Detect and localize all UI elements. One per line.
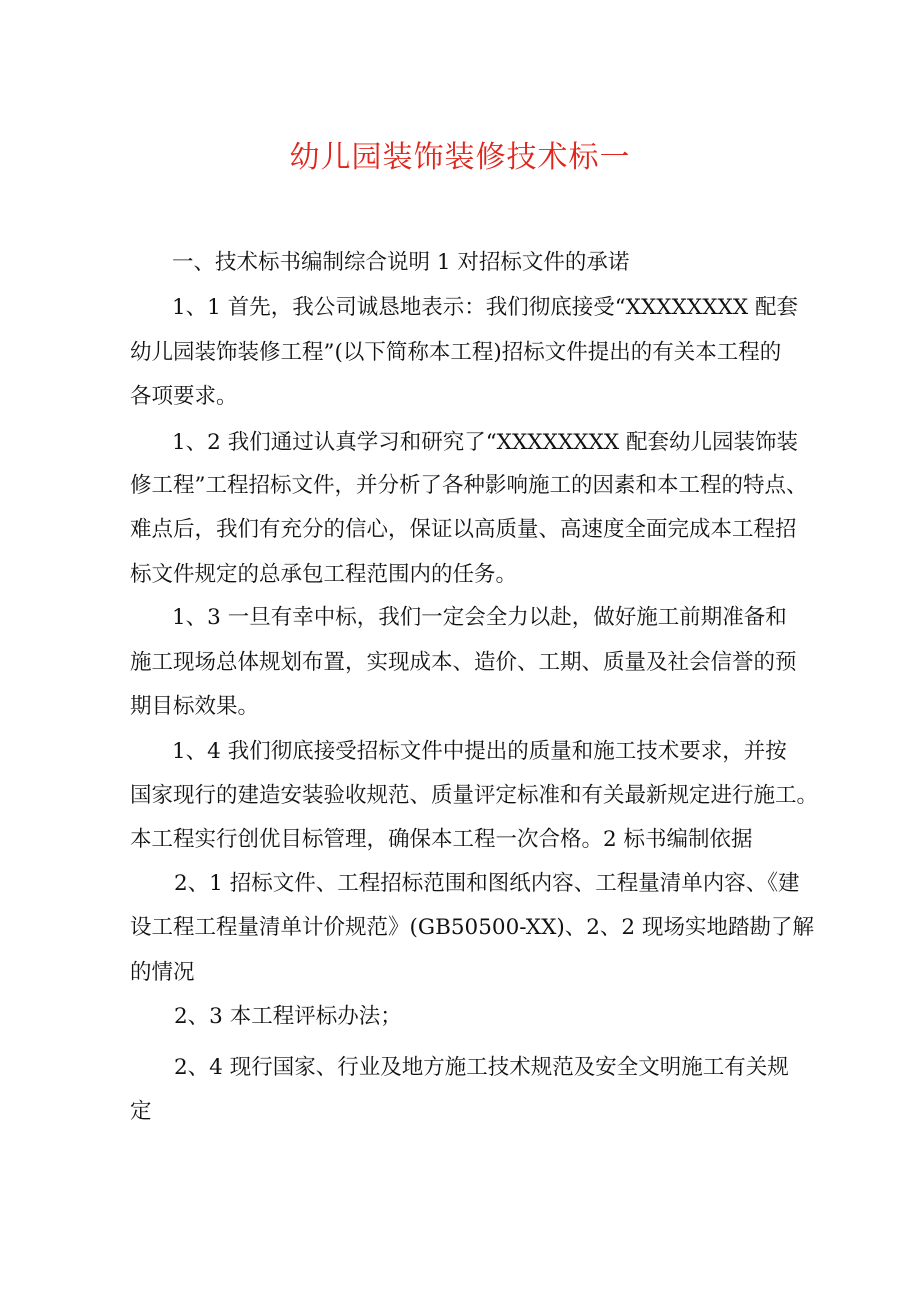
text-line: 定 xyxy=(130,1099,152,1124)
text-line: 1、1 首先，我公司诚恳地表示：我们彻底接受“XXXXXXXX 配套 xyxy=(172,295,798,320)
text-line: 幼儿园装饰装修工程”(以下简称本工程)招标文件提出的有关本工程的 xyxy=(130,340,782,365)
text-line: 2、1 招标文件、工程招标范围和图纸内容、工程量清单内容、《建 xyxy=(174,871,800,896)
text-line: 本工程实行创优目标管理，确保本工程一次合格。2 标书编制依据 xyxy=(130,827,753,852)
text-line: 2、4 现行国家、行业及地方施工技术规范及安全文明施工有关规 xyxy=(174,1055,789,1080)
text-line: 1、3 一旦有幸中标，我们一定会全力以赴，做好施工前期准备和 xyxy=(172,605,787,630)
text-line: 设工程工程量清单计价规范》(GB50500-XX)、2、2 现场实地踏勘了解 xyxy=(130,915,814,940)
text-line: 国家现行的建造安装验收规范、质量评定标准和有关最新规定进行施工。 xyxy=(130,783,819,808)
text-line: 期目标效果。 xyxy=(130,694,260,719)
document-title: 幼儿园装饰装修技术标一 xyxy=(289,140,631,175)
text-line: 1、2 我们通过认真学习和研究了“XXXXXXXX 配套幼儿园装饰装 xyxy=(172,430,798,455)
text-line: 1、4 我们彻底接受招标文件中提出的质量和施工技术要求，并按 xyxy=(172,739,787,764)
text-line: 标文件规定的总承包工程范围内的任务。 xyxy=(130,562,518,587)
text-line: 各项要求。 xyxy=(130,384,238,409)
text-line: 修工程”工程招标文件，并分析了各种影响施工的因素和本工程的特点、 xyxy=(130,473,808,498)
text-line: 难点后，我们有充分的信心，保证以高质量、高速度全面完成本工程招 xyxy=(130,517,797,542)
text-line: 2、3 本工程评标办法； xyxy=(174,1004,402,1029)
text-line: 的情况 xyxy=(130,960,195,985)
text-line: 施工现场总体规划布置，实现成本、造价、工期、质量及社会信誉的预 xyxy=(130,650,797,675)
text-line: 一、技术标书编制综合说明 1 对招标文件的承诺 xyxy=(172,250,630,275)
